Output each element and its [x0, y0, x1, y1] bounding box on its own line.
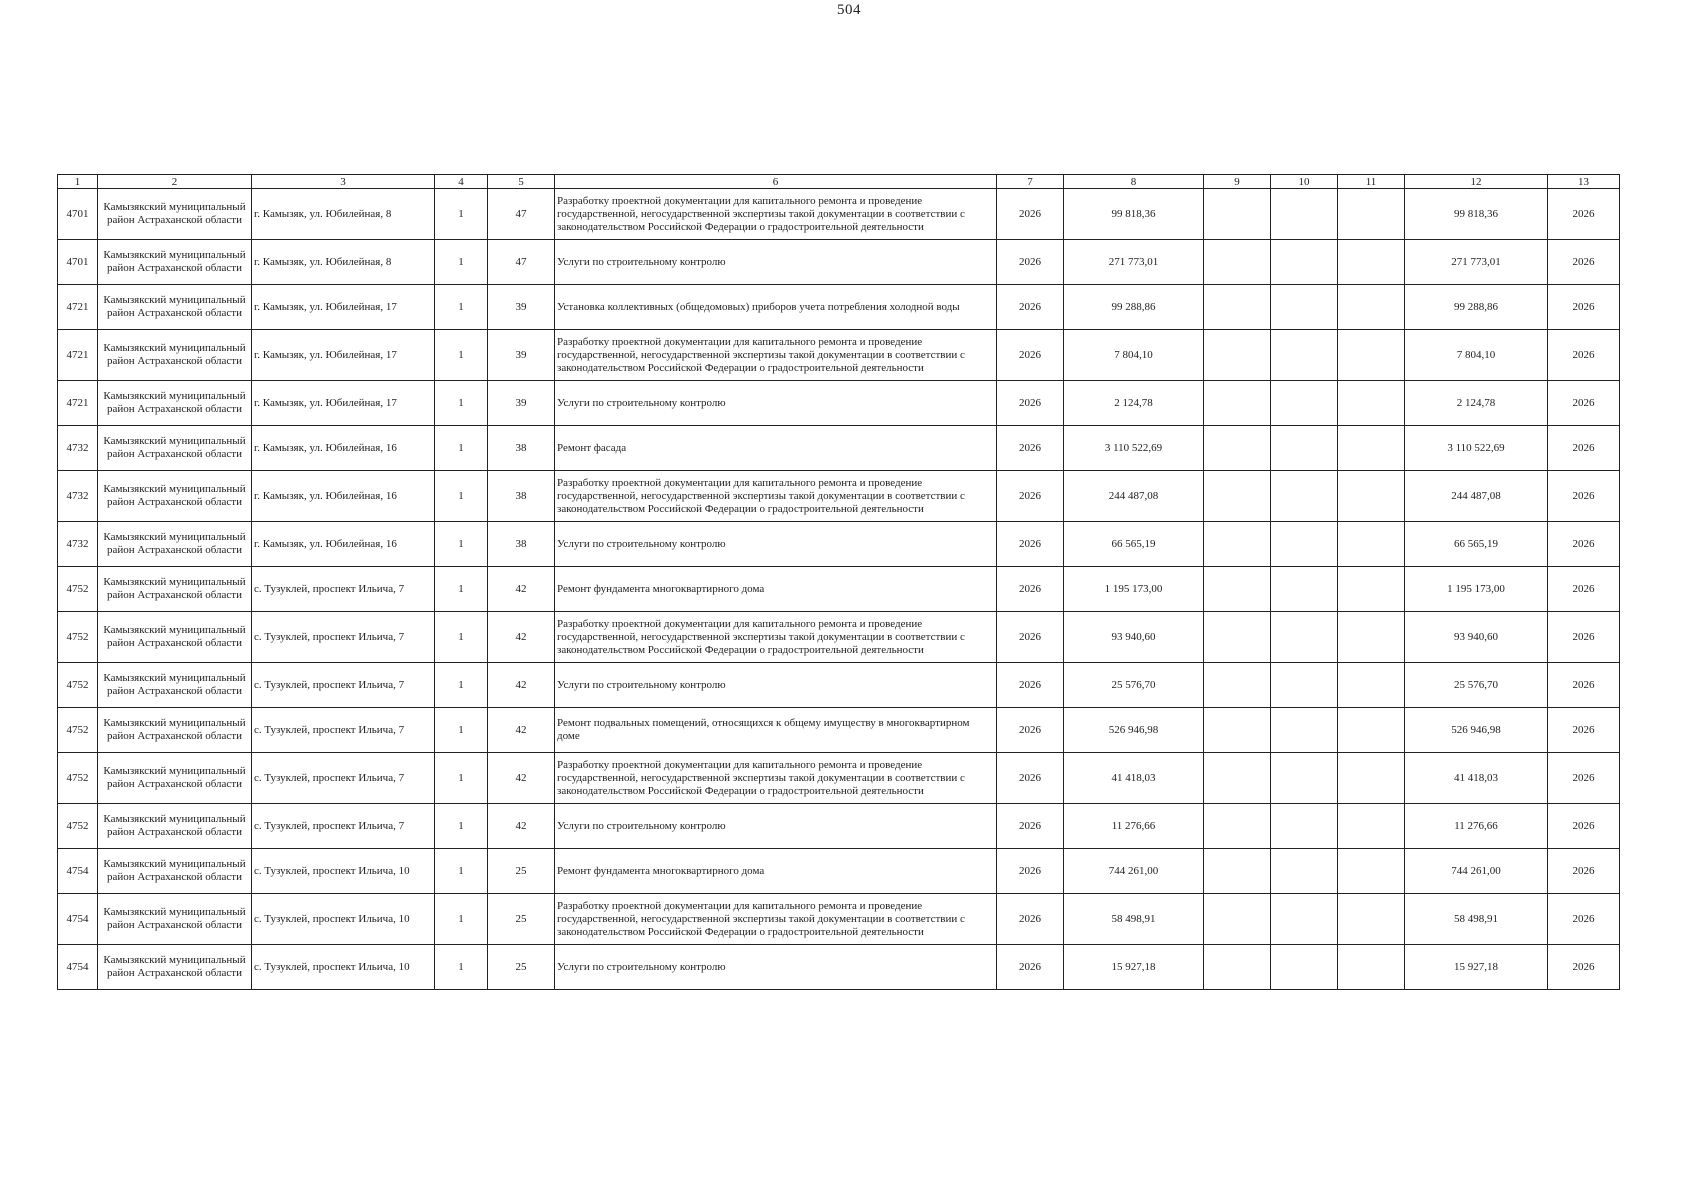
column-5-cell: 42	[488, 708, 555, 753]
year-cell: 2026	[997, 945, 1064, 990]
column-4-cell: 1	[435, 567, 488, 612]
column-13-cell: 2026	[1548, 753, 1620, 804]
page-number: 504	[837, 2, 861, 18]
column-5-cell: 39	[488, 381, 555, 426]
year-cell: 2026	[997, 240, 1064, 285]
column-5-cell: 25	[488, 945, 555, 990]
column-12-cell: 99 288,86	[1405, 285, 1548, 330]
column-header: 4	[435, 175, 488, 189]
column-9-cell	[1204, 567, 1271, 612]
work-type-cell: Разработку проектной документации для капитального ремонта и проведение государственной, негосударственной экспертизы такой документации в соответствии с законодательством Российской Федерации о градостроительной деятельности	[555, 753, 997, 804]
column-11-cell	[1338, 426, 1405, 471]
table-row	[58, 663, 1620, 708]
address-cell: г. Камызяк, ул. Юбилейная, 17	[252, 330, 435, 381]
column-header: 12	[1405, 175, 1548, 189]
column-13-cell: 2026	[1548, 567, 1620, 612]
total-cost-cell: 93 940,60	[1064, 612, 1204, 663]
column-5-cell: 42	[488, 612, 555, 663]
column-4-cell: 1	[435, 945, 488, 990]
table-row	[58, 240, 1620, 285]
year-cell: 2026	[997, 189, 1064, 240]
address-cell: с. Тузуклей, проспект Ильича, 7	[252, 753, 435, 804]
work-type-cell: Разработку проектной документации для капитального ремонта и проведение государственной, негосударственной экспертизы такой документации в соответствии с законодательством Российской Федерации о градостроительной деятельности	[555, 189, 997, 240]
column-header: 6	[555, 175, 997, 189]
year-cell: 2026	[997, 612, 1064, 663]
column-12-cell: 11 276,66	[1405, 804, 1548, 849]
work-type-cell: Ремонт подвальных помещений, относящихся к общему имуществу в многоквартирном доме	[555, 708, 997, 753]
district-cell: Камызякский муниципальный район Астраханской области	[98, 945, 252, 990]
column-4-cell: 1	[435, 663, 488, 708]
table-row	[58, 804, 1620, 849]
total-cost-cell: 25 576,70	[1064, 663, 1204, 708]
record-id-cell: 4701	[58, 189, 98, 240]
year-cell: 2026	[997, 894, 1064, 945]
column-9-cell	[1204, 381, 1271, 426]
record-id-cell: 4721	[58, 330, 98, 381]
column-10-cell	[1271, 471, 1338, 522]
work-type-cell: Ремонт фундамента многоквартирного дома	[555, 567, 997, 612]
address-cell: с. Тузуклей, проспект Ильича, 10	[252, 894, 435, 945]
column-12-cell: 271 773,01	[1405, 240, 1548, 285]
column-5-cell: 25	[488, 894, 555, 945]
work-type-cell: Услуги по строительному контролю	[555, 663, 997, 708]
district-cell: Камызякский муниципальный район Астраханской области	[98, 285, 252, 330]
record-id-cell: 4752	[58, 567, 98, 612]
table-row	[58, 708, 1620, 753]
total-cost-cell: 744 261,00	[1064, 849, 1204, 894]
column-9-cell	[1204, 894, 1271, 945]
column-10-cell	[1271, 612, 1338, 663]
column-number-row	[58, 175, 1620, 189]
column-11-cell	[1338, 330, 1405, 381]
year-cell: 2026	[997, 708, 1064, 753]
column-10-cell	[1271, 663, 1338, 708]
column-13-cell: 2026	[1548, 804, 1620, 849]
column-10-cell	[1271, 894, 1338, 945]
column-12-cell: 7 804,10	[1405, 330, 1548, 381]
total-cost-cell: 99 818,36	[1064, 189, 1204, 240]
column-10-cell	[1271, 189, 1338, 240]
table-row	[58, 612, 1620, 663]
column-5-cell: 47	[488, 240, 555, 285]
address-cell: г. Камызяк, ул. Юбилейная, 17	[252, 285, 435, 330]
year-cell: 2026	[997, 849, 1064, 894]
column-11-cell	[1338, 849, 1405, 894]
work-type-cell: Разработку проектной документации для капитального ремонта и проведение государственной, негосударственной экспертизы такой документации в соответствии с законодательством Российской Федерации о градостроительной деятельности	[555, 471, 997, 522]
column-11-cell	[1338, 612, 1405, 663]
column-11-cell	[1338, 753, 1405, 804]
column-5-cell: 42	[488, 753, 555, 804]
column-12-cell: 58 498,91	[1405, 894, 1548, 945]
table-row	[58, 522, 1620, 567]
column-header: 8	[1064, 175, 1204, 189]
column-13-cell: 2026	[1548, 849, 1620, 894]
column-12-cell: 244 487,08	[1405, 471, 1548, 522]
work-type-cell: Ремонт фундамента многоквартирного дома	[555, 849, 997, 894]
address-cell: с. Тузуклей, проспект Ильича, 7	[252, 663, 435, 708]
column-9-cell	[1204, 471, 1271, 522]
column-5-cell: 25	[488, 849, 555, 894]
district-cell: Камызякский муниципальный район Астраханской области	[98, 804, 252, 849]
column-9-cell	[1204, 426, 1271, 471]
address-cell: г. Камызяк, ул. Юбилейная, 8	[252, 189, 435, 240]
column-header: 1	[58, 175, 98, 189]
work-type-cell: Услуги по строительному контролю	[555, 945, 997, 990]
column-4-cell: 1	[435, 189, 488, 240]
column-13-cell: 2026	[1548, 240, 1620, 285]
column-11-cell	[1338, 189, 1405, 240]
table-row	[58, 330, 1620, 381]
address-cell: г. Камызяк, ул. Юбилейная, 16	[252, 522, 435, 567]
work-type-cell: Установка коллективных (общедомовых) приборов учета потребления холодной воды	[555, 285, 997, 330]
column-9-cell	[1204, 708, 1271, 753]
column-13-cell: 2026	[1548, 381, 1620, 426]
column-12-cell: 99 818,36	[1405, 189, 1548, 240]
column-10-cell	[1271, 945, 1338, 990]
column-13-cell: 2026	[1548, 663, 1620, 708]
column-header: 5	[488, 175, 555, 189]
table-row	[58, 381, 1620, 426]
column-9-cell	[1204, 189, 1271, 240]
record-id-cell: 4754	[58, 894, 98, 945]
record-id-cell: 4732	[58, 522, 98, 567]
column-13-cell: 2026	[1548, 285, 1620, 330]
district-cell: Камызякский муниципальный район Астраханской области	[98, 567, 252, 612]
work-type-cell: Услуги по строительному контролю	[555, 381, 997, 426]
column-11-cell	[1338, 522, 1405, 567]
work-type-cell: Услуги по строительному контролю	[555, 240, 997, 285]
address-cell: г. Камызяк, ул. Юбилейная, 8	[252, 240, 435, 285]
column-10-cell	[1271, 708, 1338, 753]
district-cell: Камызякский муниципальный район Астраханской области	[98, 849, 252, 894]
year-cell: 2026	[997, 381, 1064, 426]
column-9-cell	[1204, 753, 1271, 804]
total-cost-cell: 1 195 173,00	[1064, 567, 1204, 612]
column-4-cell: 1	[435, 804, 488, 849]
record-id-cell: 4752	[58, 804, 98, 849]
record-id-cell: 4701	[58, 240, 98, 285]
work-type-cell: Разработку проектной документации для капитального ремонта и проведение государственной, негосударственной экспертизы такой документации в соответствии с законодательством Российской Федерации о градостроительной деятельности	[555, 330, 997, 381]
capital-repair-table	[57, 174, 1620, 990]
column-4-cell: 1	[435, 240, 488, 285]
column-13-cell: 2026	[1548, 945, 1620, 990]
column-10-cell	[1271, 285, 1338, 330]
total-cost-cell: 11 276,66	[1064, 804, 1204, 849]
district-cell: Камызякский муниципальный район Астраханской области	[98, 612, 252, 663]
total-cost-cell: 526 946,98	[1064, 708, 1204, 753]
column-4-cell: 1	[435, 471, 488, 522]
column-5-cell: 42	[488, 567, 555, 612]
column-9-cell	[1204, 285, 1271, 330]
table-row	[58, 894, 1620, 945]
year-cell: 2026	[997, 567, 1064, 612]
record-id-cell: 4752	[58, 612, 98, 663]
year-cell: 2026	[997, 426, 1064, 471]
column-header: 2	[98, 175, 252, 189]
year-cell: 2026	[997, 285, 1064, 330]
column-5-cell: 39	[488, 330, 555, 381]
column-10-cell	[1271, 804, 1338, 849]
column-4-cell: 1	[435, 894, 488, 945]
district-cell: Камызякский муниципальный район Астраханской области	[98, 330, 252, 381]
work-type-cell: Разработку проектной документации для капитального ремонта и проведение государственной, негосударственной экспертизы такой документации в соответствии с законодательством Российской Федерации о градостроительной деятельности	[555, 894, 997, 945]
address-cell: с. Тузуклей, проспект Ильича, 10	[252, 849, 435, 894]
column-9-cell	[1204, 945, 1271, 990]
table-row	[58, 849, 1620, 894]
total-cost-cell: 244 487,08	[1064, 471, 1204, 522]
column-12-cell: 2 124,78	[1405, 381, 1548, 426]
year-cell: 2026	[997, 330, 1064, 381]
column-4-cell: 1	[435, 522, 488, 567]
address-cell: с. Тузуклей, проспект Ильича, 7	[252, 708, 435, 753]
total-cost-cell: 7 804,10	[1064, 330, 1204, 381]
column-5-cell: 38	[488, 426, 555, 471]
column-11-cell	[1338, 471, 1405, 522]
total-cost-cell: 58 498,91	[1064, 894, 1204, 945]
column-13-cell: 2026	[1548, 330, 1620, 381]
table-row	[58, 945, 1620, 990]
total-cost-cell: 66 565,19	[1064, 522, 1204, 567]
year-cell: 2026	[997, 522, 1064, 567]
column-5-cell: 42	[488, 663, 555, 708]
column-9-cell	[1204, 330, 1271, 381]
column-5-cell: 38	[488, 471, 555, 522]
district-cell: Камызякский муниципальный район Астраханской области	[98, 381, 252, 426]
column-header: 11	[1338, 175, 1405, 189]
district-cell: Камызякский муниципальный район Астраханской области	[98, 708, 252, 753]
total-cost-cell: 271 773,01	[1064, 240, 1204, 285]
column-11-cell	[1338, 708, 1405, 753]
column-4-cell: 1	[435, 708, 488, 753]
district-cell: Камызякский муниципальный район Астраханской области	[98, 471, 252, 522]
column-12-cell: 25 576,70	[1405, 663, 1548, 708]
column-9-cell	[1204, 522, 1271, 567]
work-type-cell: Услуги по строительному контролю	[555, 522, 997, 567]
column-12-cell: 744 261,00	[1405, 849, 1548, 894]
table-row	[58, 567, 1620, 612]
total-cost-cell: 2 124,78	[1064, 381, 1204, 426]
address-cell: с. Тузуклей, проспект Ильича, 7	[252, 804, 435, 849]
work-type-cell: Разработку проектной документации для капитального ремонта и проведение государственной, негосударственной экспертизы такой документации в соответствии с законодательством Российской Федерации о градостроительной деятельности	[555, 612, 997, 663]
column-9-cell	[1204, 663, 1271, 708]
column-header: 7	[997, 175, 1064, 189]
column-13-cell: 2026	[1548, 612, 1620, 663]
record-id-cell: 4754	[58, 849, 98, 894]
column-5-cell: 47	[488, 189, 555, 240]
column-4-cell: 1	[435, 381, 488, 426]
column-11-cell	[1338, 894, 1405, 945]
column-13-cell: 2026	[1548, 426, 1620, 471]
year-cell: 2026	[997, 753, 1064, 804]
district-cell: Камызякский муниципальный район Астраханской области	[98, 189, 252, 240]
column-5-cell: 38	[488, 522, 555, 567]
year-cell: 2026	[997, 804, 1064, 849]
column-9-cell	[1204, 612, 1271, 663]
column-11-cell	[1338, 945, 1405, 990]
record-id-cell: 4754	[58, 945, 98, 990]
district-cell: Камызякский муниципальный район Астраханской области	[98, 426, 252, 471]
column-13-cell: 2026	[1548, 708, 1620, 753]
record-id-cell: 4721	[58, 285, 98, 330]
column-header: 13	[1548, 175, 1620, 189]
column-11-cell	[1338, 240, 1405, 285]
column-12-cell: 3 110 522,69	[1405, 426, 1548, 471]
year-cell: 2026	[997, 663, 1064, 708]
address-cell: с. Тузуклей, проспект Ильича, 7	[252, 567, 435, 612]
column-9-cell	[1204, 804, 1271, 849]
column-header: 3	[252, 175, 435, 189]
address-cell: г. Камызяк, ул. Юбилейная, 16	[252, 471, 435, 522]
address-cell: г. Камызяк, ул. Юбилейная, 17	[252, 381, 435, 426]
district-cell: Камызякский муниципальный район Астраханской области	[98, 522, 252, 567]
column-12-cell: 15 927,18	[1405, 945, 1548, 990]
column-5-cell: 39	[488, 285, 555, 330]
column-11-cell	[1338, 381, 1405, 426]
year-cell: 2026	[997, 471, 1064, 522]
record-id-cell: 4721	[58, 381, 98, 426]
column-11-cell	[1338, 567, 1405, 612]
column-12-cell: 1 195 173,00	[1405, 567, 1548, 612]
column-header: 9	[1204, 175, 1271, 189]
record-id-cell: 4752	[58, 663, 98, 708]
table-row	[58, 426, 1620, 471]
column-13-cell: 2026	[1548, 522, 1620, 567]
column-12-cell: 66 565,19	[1405, 522, 1548, 567]
column-9-cell	[1204, 849, 1271, 894]
column-12-cell: 93 940,60	[1405, 612, 1548, 663]
record-id-cell: 4732	[58, 426, 98, 471]
column-11-cell	[1338, 285, 1405, 330]
table-row	[58, 753, 1620, 804]
district-cell: Камызякский муниципальный район Астраханской области	[98, 894, 252, 945]
column-10-cell	[1271, 381, 1338, 426]
column-header: 10	[1271, 175, 1338, 189]
column-4-cell: 1	[435, 285, 488, 330]
column-11-cell	[1338, 804, 1405, 849]
column-9-cell	[1204, 240, 1271, 285]
table-row	[58, 189, 1620, 240]
record-id-cell: 4752	[58, 708, 98, 753]
total-cost-cell: 15 927,18	[1064, 945, 1204, 990]
column-10-cell	[1271, 330, 1338, 381]
column-4-cell: 1	[435, 849, 488, 894]
column-5-cell: 42	[488, 804, 555, 849]
table-row	[58, 471, 1620, 522]
column-10-cell	[1271, 522, 1338, 567]
work-type-cell: Ремонт фасада	[555, 426, 997, 471]
column-10-cell	[1271, 240, 1338, 285]
column-10-cell	[1271, 849, 1338, 894]
column-4-cell: 1	[435, 426, 488, 471]
table-row	[58, 285, 1620, 330]
column-4-cell: 1	[435, 753, 488, 804]
column-4-cell: 1	[435, 330, 488, 381]
column-12-cell: 526 946,98	[1405, 708, 1548, 753]
record-id-cell: 4752	[58, 753, 98, 804]
address-cell: с. Тузуклей, проспект Ильича, 7	[252, 612, 435, 663]
total-cost-cell: 99 288,86	[1064, 285, 1204, 330]
work-type-cell: Услуги по строительному контролю	[555, 804, 997, 849]
record-id-cell: 4732	[58, 471, 98, 522]
column-4-cell: 1	[435, 612, 488, 663]
column-13-cell: 2026	[1548, 894, 1620, 945]
column-13-cell: 2026	[1548, 189, 1620, 240]
column-10-cell	[1271, 567, 1338, 612]
total-cost-cell: 3 110 522,69	[1064, 426, 1204, 471]
district-cell: Камызякский муниципальный район Астраханской области	[98, 753, 252, 804]
column-11-cell	[1338, 663, 1405, 708]
district-cell: Камызякский муниципальный район Астраханской области	[98, 663, 252, 708]
district-cell: Камызякский муниципальный район Астраханской области	[98, 240, 252, 285]
column-10-cell	[1271, 753, 1338, 804]
total-cost-cell: 41 418,03	[1064, 753, 1204, 804]
column-13-cell: 2026	[1548, 471, 1620, 522]
address-cell: г. Камызяк, ул. Юбилейная, 16	[252, 426, 435, 471]
table-body	[58, 189, 1620, 990]
column-10-cell	[1271, 426, 1338, 471]
address-cell: с. Тузуклей, проспект Ильича, 10	[252, 945, 435, 990]
column-12-cell: 41 418,03	[1405, 753, 1548, 804]
